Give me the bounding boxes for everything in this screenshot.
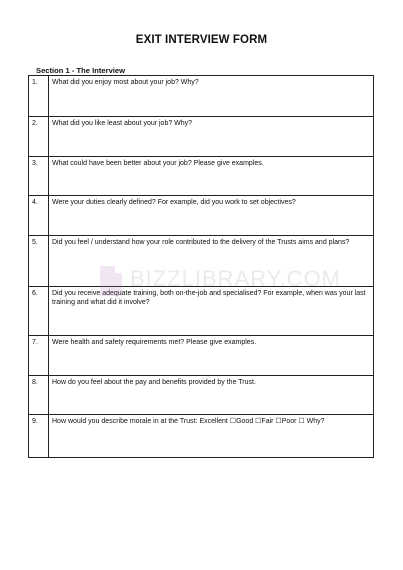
question-number: 8. [29, 376, 49, 415]
question-number: 4. [29, 196, 49, 236]
question-row [29, 287, 374, 336]
question-row [29, 336, 374, 376]
question-text: How do you feel about the pay and benefits provided by the Trust. [49, 376, 374, 415]
question-row [29, 76, 374, 117]
section-heading: Section 1 - The Interview [36, 66, 126, 75]
question-text: What could have been better about your job? Please give examples. [49, 157, 374, 196]
question-row [29, 196, 374, 236]
question-number: 5. [29, 236, 49, 287]
question-text: Did you receive adequate training, both on-the-job and specialised? For example, when was your last training and what did it involve? [49, 287, 374, 336]
watermark-text: BIZZLIBRARY.COM [130, 266, 342, 291]
question-text: How would you describe morale in at the Trust: Excellent ☐Good ☐Fair ☐Poor ☐ Why? [49, 415, 374, 458]
question-number: 1. [29, 76, 49, 117]
question-text: What did you like least about your job? Why? [49, 117, 374, 157]
question-row [29, 376, 374, 415]
question-text: Were your duties clearly defined? For example, did you work to set objectives? [49, 196, 374, 236]
question-number: 7. [29, 336, 49, 376]
question-text: Did you feel / understand how your role contributed to the delivery of the Trusts aims and plans? [49, 236, 374, 287]
question-row [29, 157, 374, 196]
question-text: Were health and safety requirements met? Please give examples. [49, 336, 374, 376]
question-text: What did you enjoy most about your job? Why? [49, 76, 374, 117]
question-number: 3. [29, 157, 49, 196]
interview-questions-table [28, 75, 374, 458]
page-title: EXIT INTERVIEW FORM [135, 34, 268, 46]
question-row [29, 117, 374, 157]
question-row [29, 236, 374, 287]
question-number: 6. [29, 287, 49, 336]
question-number: 9. [29, 415, 49, 458]
question-row [29, 415, 374, 458]
question-number: 2. [29, 117, 49, 157]
